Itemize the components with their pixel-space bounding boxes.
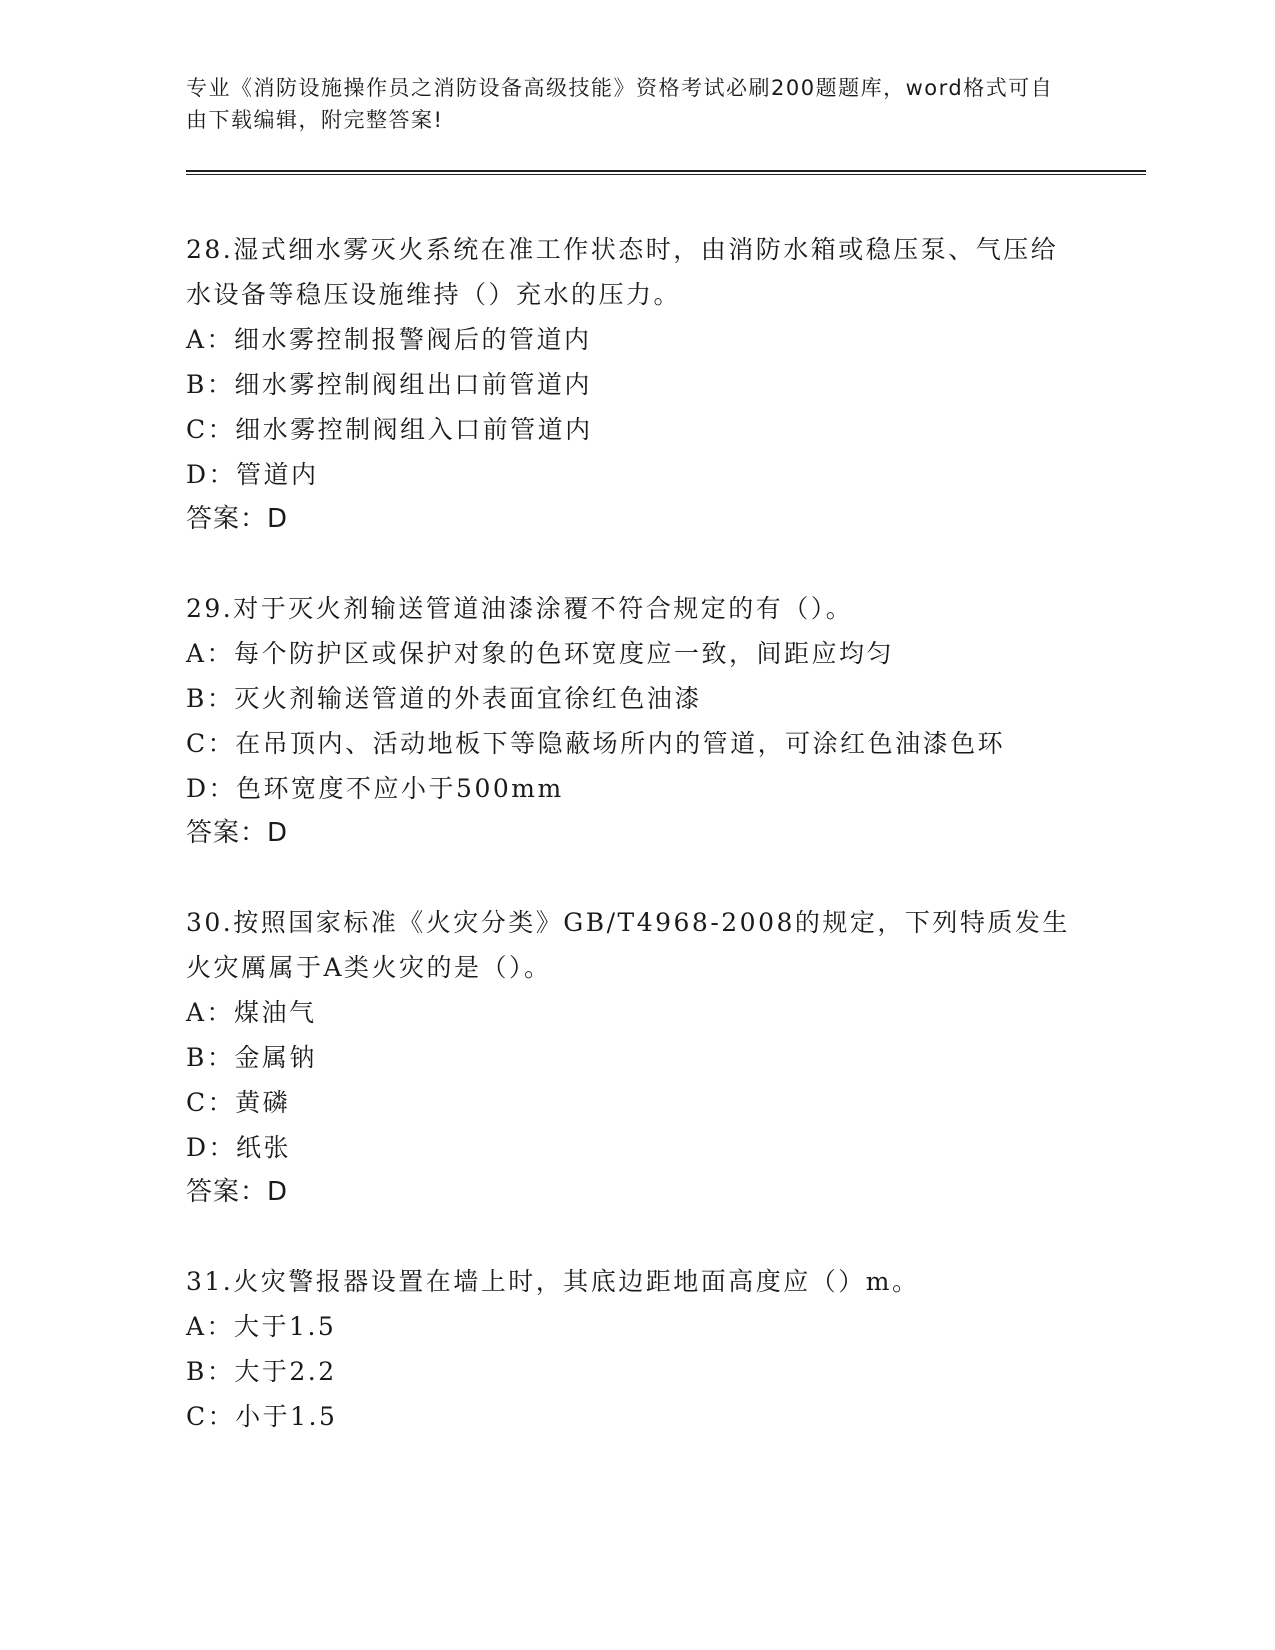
option-c: C：小于1.5	[186, 1402, 338, 1431]
option-a: A：每个防护区或保护对象的色环宽度应一致，间距应均匀	[186, 639, 895, 668]
option-d: D：纸张	[186, 1133, 292, 1162]
question-stem: 31.火灾警报器设置在墙上时，其底边距地面高度应（）m。	[186, 1267, 920, 1296]
question-28	[186, 227, 1146, 542]
option-a: A：大于1.5	[186, 1312, 337, 1341]
question-list	[186, 227, 1146, 1439]
option-d: D：管道内	[186, 460, 319, 489]
document-header: 专业《消防设施操作员之消防设备高级技能》资格考试必刷200题题库，word格式可自由下载编辑，附完整答案!	[186, 76, 1054, 132]
question-answer: 答案：D	[186, 504, 289, 534]
option-a: A：煤油气	[186, 998, 317, 1027]
question-answer: 答案：D	[186, 818, 289, 848]
header-divider	[186, 170, 1146, 175]
option-a: A：细水雾控制报警阀后的管道内	[186, 325, 592, 354]
option-c: C：黄磷	[186, 1088, 291, 1117]
question-31	[186, 1259, 1146, 1439]
option-b: B：灭火剂输送管道的外表面宜徐红色油漆	[186, 684, 702, 713]
option-b: B：大于2.2	[186, 1357, 337, 1386]
question-answer: 答案：D	[186, 1177, 289, 1207]
question-stem: 29.对于灭火剂输送管道油漆涂覆不符合规定的有（）。	[186, 594, 854, 623]
question-stem: 28.湿式细水雾灭火系统在准工作状态时，由消防水箱或稳压泵、气压给水设备等稳压设施维持（）充水的压力。	[186, 235, 1059, 309]
document-page	[186, 72, 1146, 1483]
option-b: B：金属钠	[186, 1043, 317, 1072]
option-d: D：色环宽度不应小于500mm	[186, 774, 564, 803]
option-b: B：细水雾控制阀组出口前管道内	[186, 370, 592, 399]
question-29	[186, 586, 1146, 856]
question-stem: 30.按照国家标准《火灾分类》GB/T4968-2008的规定，下列特质发生火灾厲属于A类火灾的是（）。	[186, 908, 1070, 982]
option-c: C：细水雾控制阀组入口前管道内	[186, 415, 593, 444]
option-c: C：在吊顶内、活动地板下等隐蔽场所内的管道，可涂红色油漆色环	[186, 729, 1006, 758]
question-30	[186, 900, 1146, 1215]
